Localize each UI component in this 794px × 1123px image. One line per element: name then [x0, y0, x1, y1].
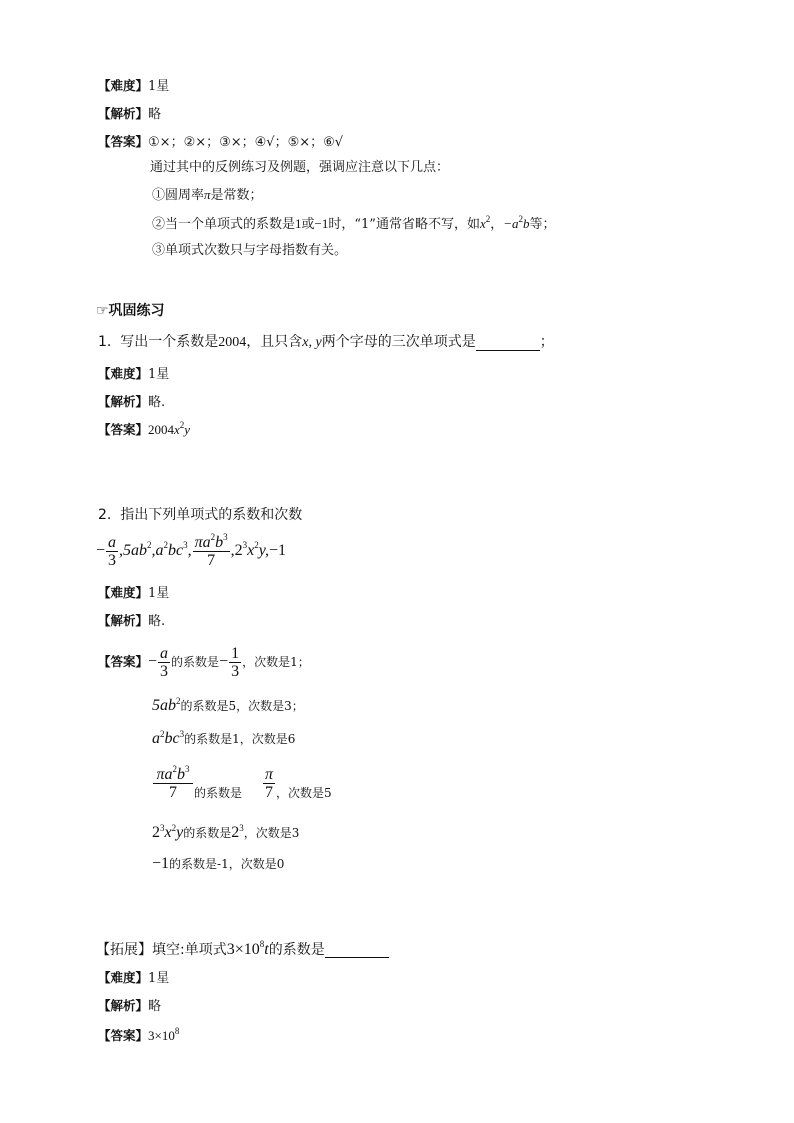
analysis-label: 【解析】: [98, 998, 149, 1013]
difficulty-label: 【难度】: [98, 366, 149, 381]
frac-num: a: [108, 534, 117, 551]
frac-num-exp1: 2: [210, 531, 216, 542]
term-a: ,a: [151, 542, 164, 560]
analysis-value: 略: [148, 999, 162, 1014]
difficulty-line-3: [98, 585, 169, 602]
a1-mid: 的系数是: [171, 655, 220, 669]
a3-exp2: 3: [179, 728, 185, 739]
a4-num-b: b: [177, 766, 185, 783]
a1-num2: 1: [231, 645, 240, 662]
a6-text: 的系数是-1，次数是0: [169, 857, 285, 871]
frac-den: 3: [108, 552, 117, 569]
frac-den: 7: [207, 552, 216, 569]
extension-t: t: [264, 941, 269, 958]
term-bc: bc: [168, 542, 184, 560]
frac-num-a: πa: [194, 534, 211, 551]
answer-label: 【答案】: [98, 134, 149, 149]
note-2-neg-one: −1: [314, 216, 329, 231]
note-2-text-b: 时，“1”通常省略不写，如: [328, 217, 480, 232]
note-2-x: x: [479, 216, 486, 231]
question-1-text-c: 两个字母的三次单项式是: [321, 334, 476, 350]
analysis-line-2: [98, 394, 165, 411]
a1-num: a: [160, 645, 169, 662]
frac-num-exp2: 3: [223, 531, 228, 542]
analysis-line-3: [98, 613, 165, 630]
term-5ab: ,5ab: [119, 542, 148, 560]
note-2-sep: ，: [490, 217, 504, 232]
note-2-neg-a: −a: [503, 216, 519, 231]
question-1-end: ；: [539, 334, 554, 350]
answer-blank[interactable]: [476, 336, 540, 351]
difficulty-value: 1星: [148, 367, 170, 382]
analysis-line-1: [98, 106, 161, 123]
a4-fraction: [153, 763, 193, 801]
extension-exp: 8: [259, 939, 265, 950]
a3-a: a: [152, 730, 160, 747]
list-comma: ,: [187, 542, 192, 560]
answer-row-5: [152, 822, 300, 842]
difficulty-line-4: [98, 970, 169, 987]
answer-label: 【答案】: [98, 1028, 149, 1043]
question-1-text-b: ，且只含: [246, 334, 303, 350]
answer-line-1: [98, 134, 343, 151]
a4-num-exp1: 2: [172, 763, 177, 774]
analysis-label: 【解析】: [98, 106, 149, 121]
term-2: ,2: [230, 542, 243, 560]
difficulty-value: 1星: [148, 79, 170, 94]
extension-label: 【拓展】: [96, 942, 152, 958]
term-bc-exp: 3: [183, 539, 188, 550]
answer-value: ①×；②×；③×；④√；⑤×；⑥√: [148, 135, 344, 150]
difficulty-value: 1星: [148, 971, 170, 986]
a3-text: 的系数是1，次数是6: [184, 732, 296, 746]
question-2-number: 2.: [98, 507, 112, 523]
note-intro: 通过其中的反例练习及例题，强调应注意以下几点：: [150, 160, 450, 175]
answer-label: 【答案】: [98, 422, 149, 437]
answer-line-3: [98, 645, 310, 680]
a1-neg2: −: [219, 653, 229, 670]
a5-coef: 2: [231, 824, 240, 841]
answer-row-2: [152, 695, 304, 715]
term-y: y,: [258, 542, 269, 560]
note-2: [152, 213, 556, 233]
a1-fraction-coef: [229, 645, 241, 680]
answer-line-2: [98, 419, 191, 439]
a1-fraction: [158, 645, 170, 680]
note-3: ③单项式次数只与字母指数有关。: [152, 243, 348, 258]
note-2-text-c: 等；: [529, 217, 556, 232]
analysis-value: 略.: [148, 395, 166, 410]
fraction-pi-a2b3-over-7: [193, 531, 230, 569]
a1-den: 3: [160, 663, 169, 680]
term-x-exp: 2: [254, 539, 259, 550]
answer-row-4: [152, 763, 332, 801]
question-2: [98, 507, 302, 523]
a5-coef-exp: 3: [239, 822, 244, 833]
analysis-label: 【解析】: [98, 394, 149, 409]
note-2-text-a: ②当一个单项式的系数是: [152, 217, 296, 232]
difficulty-line-1: [98, 78, 169, 95]
answer-y: y: [184, 422, 191, 437]
a4-num-exp2: 3: [185, 763, 190, 774]
monomial-list: [96, 531, 287, 569]
a5-y: y: [176, 824, 184, 841]
a5-end: ，次数是3: [243, 826, 300, 840]
question-1-text-a: 写出一个系数是: [120, 334, 219, 350]
analysis-value: 略: [148, 107, 162, 122]
a4-num2: π: [265, 766, 274, 783]
question-1-vars: x, y: [302, 335, 322, 350]
a5-exp2: 2: [171, 822, 177, 833]
extension-question: [96, 939, 389, 958]
a6-expr: −1: [152, 855, 170, 872]
difficulty-label: 【难度】: [98, 78, 149, 93]
note-2-a-exp: 2: [518, 213, 524, 224]
note-2-b: b: [523, 216, 530, 231]
answer-label: 【答案】: [98, 654, 149, 669]
a4-mid: 的系数是: [194, 786, 243, 800]
difficulty-value: 1星: [148, 586, 170, 601]
note-2-or: 或: [301, 217, 315, 232]
a2-expr: 5ab: [152, 697, 176, 714]
a1-neg: −: [148, 653, 158, 670]
extension-answer: 3×10: [148, 1028, 175, 1043]
term-5ab-exp: 2: [147, 539, 152, 550]
a4-num-a: πa: [156, 766, 173, 783]
a4-fraction-coef: [263, 766, 275, 801]
note-2-one: 1: [295, 216, 302, 231]
term-a-exp: 2: [163, 539, 169, 550]
answer-line-4: [98, 1025, 180, 1045]
term-x: x: [247, 542, 255, 560]
pi-symbol: π: [204, 187, 211, 202]
frac-num-b: b: [215, 534, 224, 551]
answer-coef: 2004: [148, 422, 175, 437]
analysis-label: 【解析】: [98, 613, 149, 628]
a5-x: x: [164, 824, 172, 841]
a4-den2: 7: [265, 784, 274, 801]
question-2-text: 指出下列单项式的系数和次数: [120, 507, 303, 523]
a5-exp1: 3: [160, 822, 165, 833]
term-2-exp: 3: [242, 539, 248, 550]
a1-end: ，次数是1；: [242, 655, 310, 669]
question-1-number: 1.: [98, 334, 112, 350]
a1-den2: 3: [231, 663, 240, 680]
note-2-x-exp: 2: [485, 213, 491, 224]
a2-exp: 2: [176, 695, 181, 706]
a3-bc: bc: [164, 730, 180, 747]
fraction-a-over-3: [106, 534, 118, 569]
extension-text-b: 的系数是: [268, 942, 325, 958]
analysis-line-4: [98, 998, 161, 1015]
a3-exp1: 2: [160, 728, 165, 739]
answer-row-3: [152, 728, 296, 748]
a2-text: 的系数是5，次数是3；: [180, 699, 304, 713]
extension-text-a: 填空:单项式: [152, 942, 227, 958]
list-neg: −: [96, 542, 106, 560]
note-1-text-b: 是常数；: [210, 188, 263, 203]
answer-exp: 2: [179, 419, 185, 430]
question-1-coef: 2004: [218, 335, 247, 350]
question-1: [98, 334, 554, 351]
answer-x: x: [174, 422, 180, 437]
extension-expr: 3×10: [226, 941, 260, 958]
difficulty-line-2: [98, 366, 169, 383]
term-neg-one: −1: [268, 542, 287, 560]
extension-answer-blank[interactable]: [325, 943, 389, 958]
analysis-value: 略.: [148, 614, 166, 629]
answer-row-6: [152, 856, 284, 873]
a5-2: 2: [152, 824, 160, 841]
note-1: [152, 187, 263, 204]
difficulty-label: 【难度】: [98, 970, 149, 985]
a5-mid: 的系数是: [183, 826, 232, 840]
note-1-text-a: ①圆周率: [152, 188, 205, 203]
difficulty-label: 【难度】: [98, 585, 149, 600]
extension-answer-exp: 8: [174, 1025, 180, 1036]
a4-den: 7: [169, 784, 177, 801]
section-title: ☞巩固练习: [96, 303, 165, 319]
a4-end: ，次数是5: [276, 786, 332, 800]
